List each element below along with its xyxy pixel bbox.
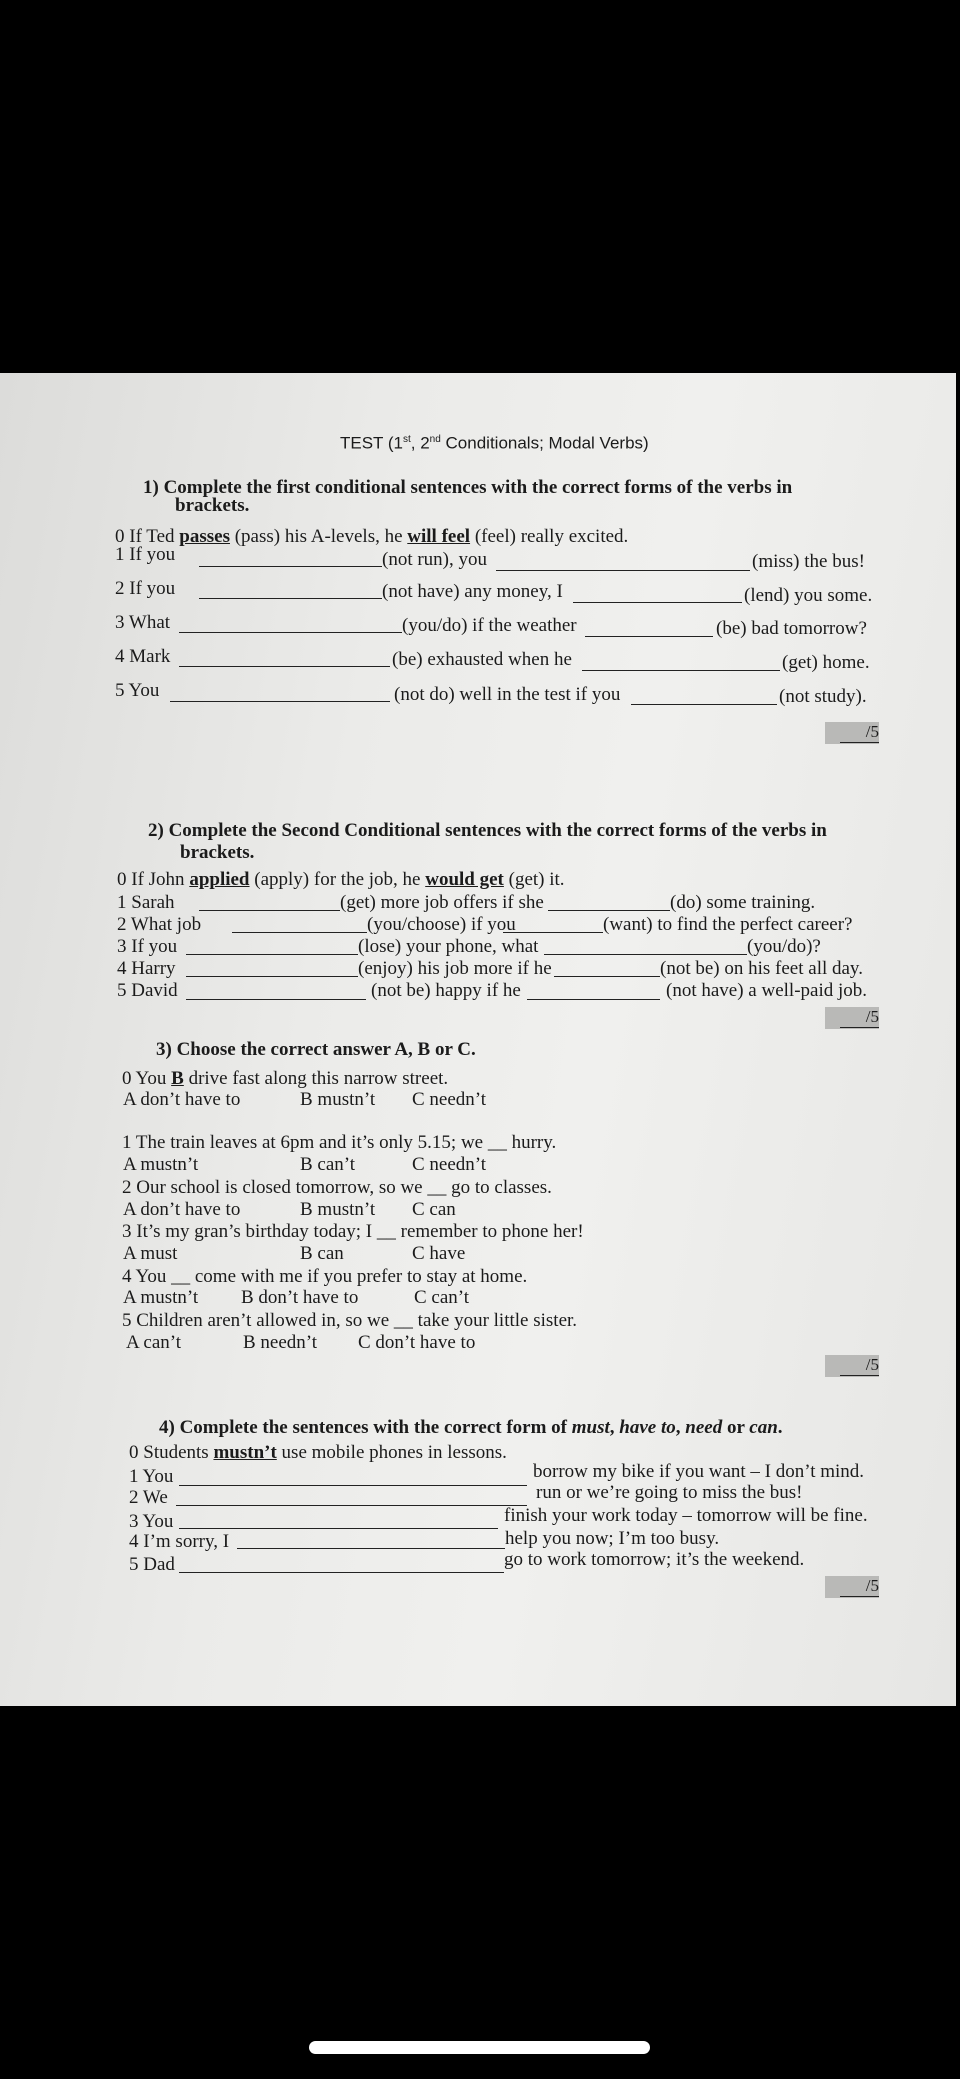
row-text: help you now; I’m too busy.	[505, 1528, 720, 1549]
section3-example: 0 You B drive fast along this narrow street.	[122, 1068, 449, 1089]
option-c[interactable]: C don’t have to	[358, 1332, 476, 1353]
row-text: (not have) a well-paid job.	[666, 980, 868, 1001]
option-a: A don’t have to	[123, 1089, 241, 1110]
question-2: 2 Our school is closed tomorrow, so we __ go to classes.	[122, 1177, 552, 1198]
option-a[interactable]: A can’t	[126, 1332, 182, 1353]
row-text: (you/choose) if you	[367, 914, 516, 935]
option-a[interactable]: A mustn’t	[123, 1287, 199, 1308]
row-text: (not be) on his feet all day.	[660, 958, 863, 979]
answer-blank[interactable]	[527, 999, 660, 1000]
row-text: (enjoy) his job more if he	[358, 958, 552, 979]
answer-blank[interactable]	[544, 954, 747, 955]
answer-blank[interactable]	[179, 1485, 527, 1486]
option-b[interactable]: B can	[300, 1243, 344, 1264]
row-label: 1 If you	[115, 544, 176, 565]
row-label: 3 You	[129, 1511, 174, 1532]
row-text: (lend) you some.	[744, 585, 873, 606]
option-b[interactable]: B don’t have to	[241, 1287, 359, 1308]
section3-heading: 3) Choose the correct answer A, B or C.	[156, 1039, 476, 1060]
answer-blank[interactable]	[179, 1572, 504, 1573]
answer-blank[interactable]	[503, 932, 603, 933]
answer-blank[interactable]	[179, 666, 390, 667]
answer-blank[interactable]	[232, 932, 367, 933]
section2-score: /5	[825, 1007, 879, 1029]
row-text: (be) exhausted when he	[392, 649, 572, 670]
row-text: (you/do)?	[747, 936, 821, 957]
answer-blank[interactable]	[186, 999, 366, 1000]
row-text: (miss) the bus!	[752, 551, 865, 572]
row-label: 4 I’m sorry, I	[129, 1531, 230, 1552]
row-text: (not run), you	[382, 549, 488, 570]
answer-blank[interactable]	[496, 570, 750, 571]
answer-blank[interactable]	[199, 598, 382, 599]
answer-blank[interactable]	[170, 701, 390, 702]
row-text: (get) home.	[782, 652, 870, 673]
question-1: 1 The train leaves at 6pm and it’s only 5.15; we __ hurry.	[122, 1132, 557, 1153]
row-label: 4 Harry	[117, 958, 176, 979]
section2-example: 0 If John applied (apply) for the job, he would get (get) it.	[117, 869, 565, 890]
row-text: (lose) your phone, what	[358, 936, 539, 957]
answer-blank[interactable]	[554, 976, 660, 977]
section1-score: /5	[825, 722, 879, 744]
row-text: (do) some training.	[670, 892, 816, 913]
row-label: 4 Mark	[115, 646, 171, 667]
question-4: 4 You __ come with me if you prefer to stay at home.	[122, 1266, 528, 1287]
option-c: C needn’t	[412, 1089, 487, 1110]
section3-score: /5	[825, 1355, 879, 1377]
row-label: 2 We	[129, 1487, 168, 1508]
row-text: (get) more job offers if she	[340, 892, 544, 913]
option-b[interactable]: B mustn’t	[300, 1199, 376, 1220]
answer-blank[interactable]	[199, 910, 340, 911]
option-a[interactable]: A mustn’t	[123, 1154, 199, 1175]
row-label: 1 You	[129, 1466, 174, 1487]
row-label: 2 If you	[115, 578, 176, 599]
option-c[interactable]: C can’t	[414, 1287, 470, 1308]
row-label: 3 What	[115, 612, 171, 633]
page-title: TEST (1st, 2nd Conditionals; Modal Verbs)	[340, 433, 649, 453]
answer-blank[interactable]	[176, 1505, 527, 1506]
section1-example: 0 If Ted passes (pass) his A-levels, he will feel (feel) really excited.	[115, 526, 629, 547]
option-c[interactable]: C needn’t	[412, 1154, 487, 1175]
row-label: 2 What job	[117, 914, 202, 935]
section1-heading-cont: brackets.	[175, 495, 250, 516]
option-b[interactable]: B can’t	[300, 1154, 356, 1175]
row-text: borrow my bike if you want – I don’t mind.	[533, 1461, 865, 1482]
section2-heading-cont: brackets.	[180, 842, 255, 863]
section1-heading: 1) Complete the first conditional sentences with the correct forms of the verbs in	[143, 477, 793, 498]
option-a[interactable]: A must	[123, 1243, 178, 1264]
row-text: (not study).	[779, 686, 867, 707]
row-text: (want) to find the perfect career?	[603, 914, 853, 935]
option-b[interactable]: B needn’t	[243, 1332, 318, 1353]
row-label: 5 Dad	[129, 1554, 175, 1575]
home-indicator[interactable]	[309, 2041, 650, 2054]
row-text: go to work tomorrow; it’s the weekend.	[504, 1549, 805, 1570]
answer-blank[interactable]	[548, 910, 670, 911]
answer-blank[interactable]	[199, 566, 382, 567]
answer-blank[interactable]	[179, 632, 402, 633]
row-label: 3 If you	[117, 936, 178, 957]
row-text: (not do) well in the test if you	[394, 684, 621, 705]
question-5: 5 Children aren’t allowed in, so we __ take your little sister.	[122, 1310, 578, 1331]
row-text: (you/do) if the weather	[402, 615, 577, 636]
row-label: 5 You	[115, 680, 160, 701]
answer-blank[interactable]	[573, 602, 742, 603]
answer-blank[interactable]	[186, 976, 358, 977]
row-label: 5 David	[117, 980, 178, 1001]
section4-heading: 4) Complete the sentences with the correct form of must, have to, need or can.	[159, 1417, 783, 1438]
row-text: run or we’re going to miss the bus!	[536, 1482, 803, 1503]
section2-heading: 2) Complete the Second Conditional sentences with the correct forms of the verbs in	[148, 820, 827, 841]
row-text: (be) bad tomorrow?	[716, 618, 867, 639]
section4-score: /5	[825, 1576, 879, 1598]
option-b: B mustn’t	[300, 1089, 376, 1110]
option-a[interactable]: A don’t have to	[123, 1199, 241, 1220]
row-text: (not be) happy if he	[371, 980, 521, 1001]
row-text: finish your work today – tomorrow will be fine.	[504, 1505, 868, 1526]
option-c[interactable]: C have	[412, 1243, 466, 1264]
answer-blank[interactable]	[237, 1548, 505, 1549]
answer-blank[interactable]	[585, 636, 713, 637]
question-3: 3 It’s my gran’s birthday today; I __ remember to phone her!	[122, 1221, 584, 1242]
answer-blank[interactable]	[631, 704, 777, 705]
answer-blank[interactable]	[179, 1528, 498, 1529]
answer-blank[interactable]	[186, 954, 358, 955]
option-c[interactable]: C can	[412, 1199, 456, 1220]
row-label: 1 Sarah	[117, 892, 175, 913]
section4-example: 0 Students mustn’t use mobile phones in lessons.	[129, 1442, 507, 1463]
row-text: (not have) any money, I	[382, 581, 563, 602]
answer-blank[interactable]	[582, 670, 780, 671]
